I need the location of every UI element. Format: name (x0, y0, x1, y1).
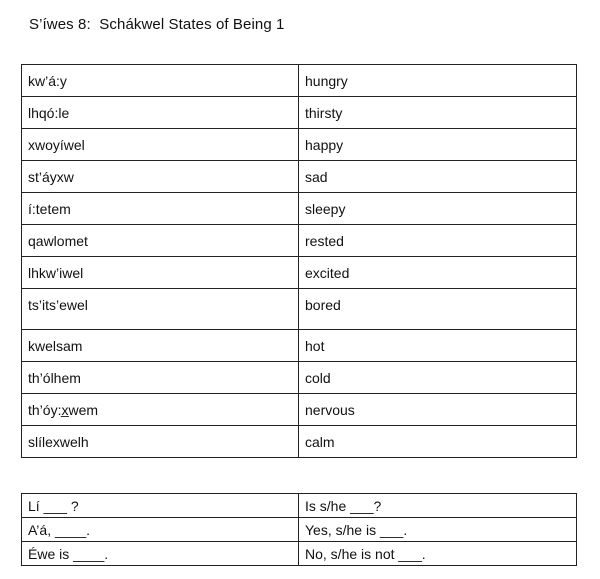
halq-word: slílexwelh (22, 426, 299, 458)
table-row (22, 193, 577, 225)
table-row (22, 330, 577, 362)
table-row (22, 129, 577, 161)
english-word: excited (299, 257, 577, 289)
halq-word: í:tetem (22, 193, 299, 225)
phrases-table (21, 493, 577, 566)
table-row (22, 518, 577, 542)
english-phrase: Is s/he ___? (299, 494, 577, 518)
table-row (22, 257, 577, 289)
english-phrase: No, s/he is not ___. (299, 542, 577, 566)
halq-phrase: Lí ___ ? (22, 494, 299, 518)
english-word: nervous (299, 394, 577, 426)
table-row (22, 97, 577, 129)
english-word: calm (299, 426, 577, 458)
english-word: rested (299, 225, 577, 257)
halq-word: kw’á:y (22, 65, 299, 97)
halq-word: st’áyxw (22, 161, 299, 193)
page-title: S’íwes 8: Schákwel States of Being 1 (29, 16, 285, 33)
vocabulary-table (21, 64, 577, 458)
english-phrase: Yes, s/he is ___. (299, 518, 577, 542)
halq-phrase: A’á, ____. (22, 518, 299, 542)
table-row (22, 542, 577, 566)
table-row (22, 161, 577, 193)
english-word: hungry (299, 65, 577, 97)
english-word: hot (299, 330, 577, 362)
halq-word: ts’its’ewel (22, 289, 299, 330)
halq-word: qawlomet (22, 225, 299, 257)
halq-phrase: Éwe is ____. (22, 542, 299, 566)
halq-word: lhkw’iwel (22, 257, 299, 289)
english-word: thirsty (299, 97, 577, 129)
table-row (22, 426, 577, 458)
halq-word: lhqó:le (22, 97, 299, 129)
table-row (22, 65, 577, 97)
english-word: bored (299, 289, 577, 330)
table-row (22, 394, 577, 426)
table-row (22, 225, 577, 257)
halq-word: th’ólhem (22, 362, 299, 394)
table-row (22, 362, 577, 394)
halq-word: th’óy:x̲wem (22, 394, 299, 426)
halq-word: kwelsam (22, 330, 299, 362)
table-row (22, 289, 577, 330)
english-word: happy (299, 129, 577, 161)
halq-word: xwoyíwel (22, 129, 299, 161)
english-word: sad (299, 161, 577, 193)
english-word: sleepy (299, 193, 577, 225)
english-word: cold (299, 362, 577, 394)
table-row (22, 494, 577, 518)
